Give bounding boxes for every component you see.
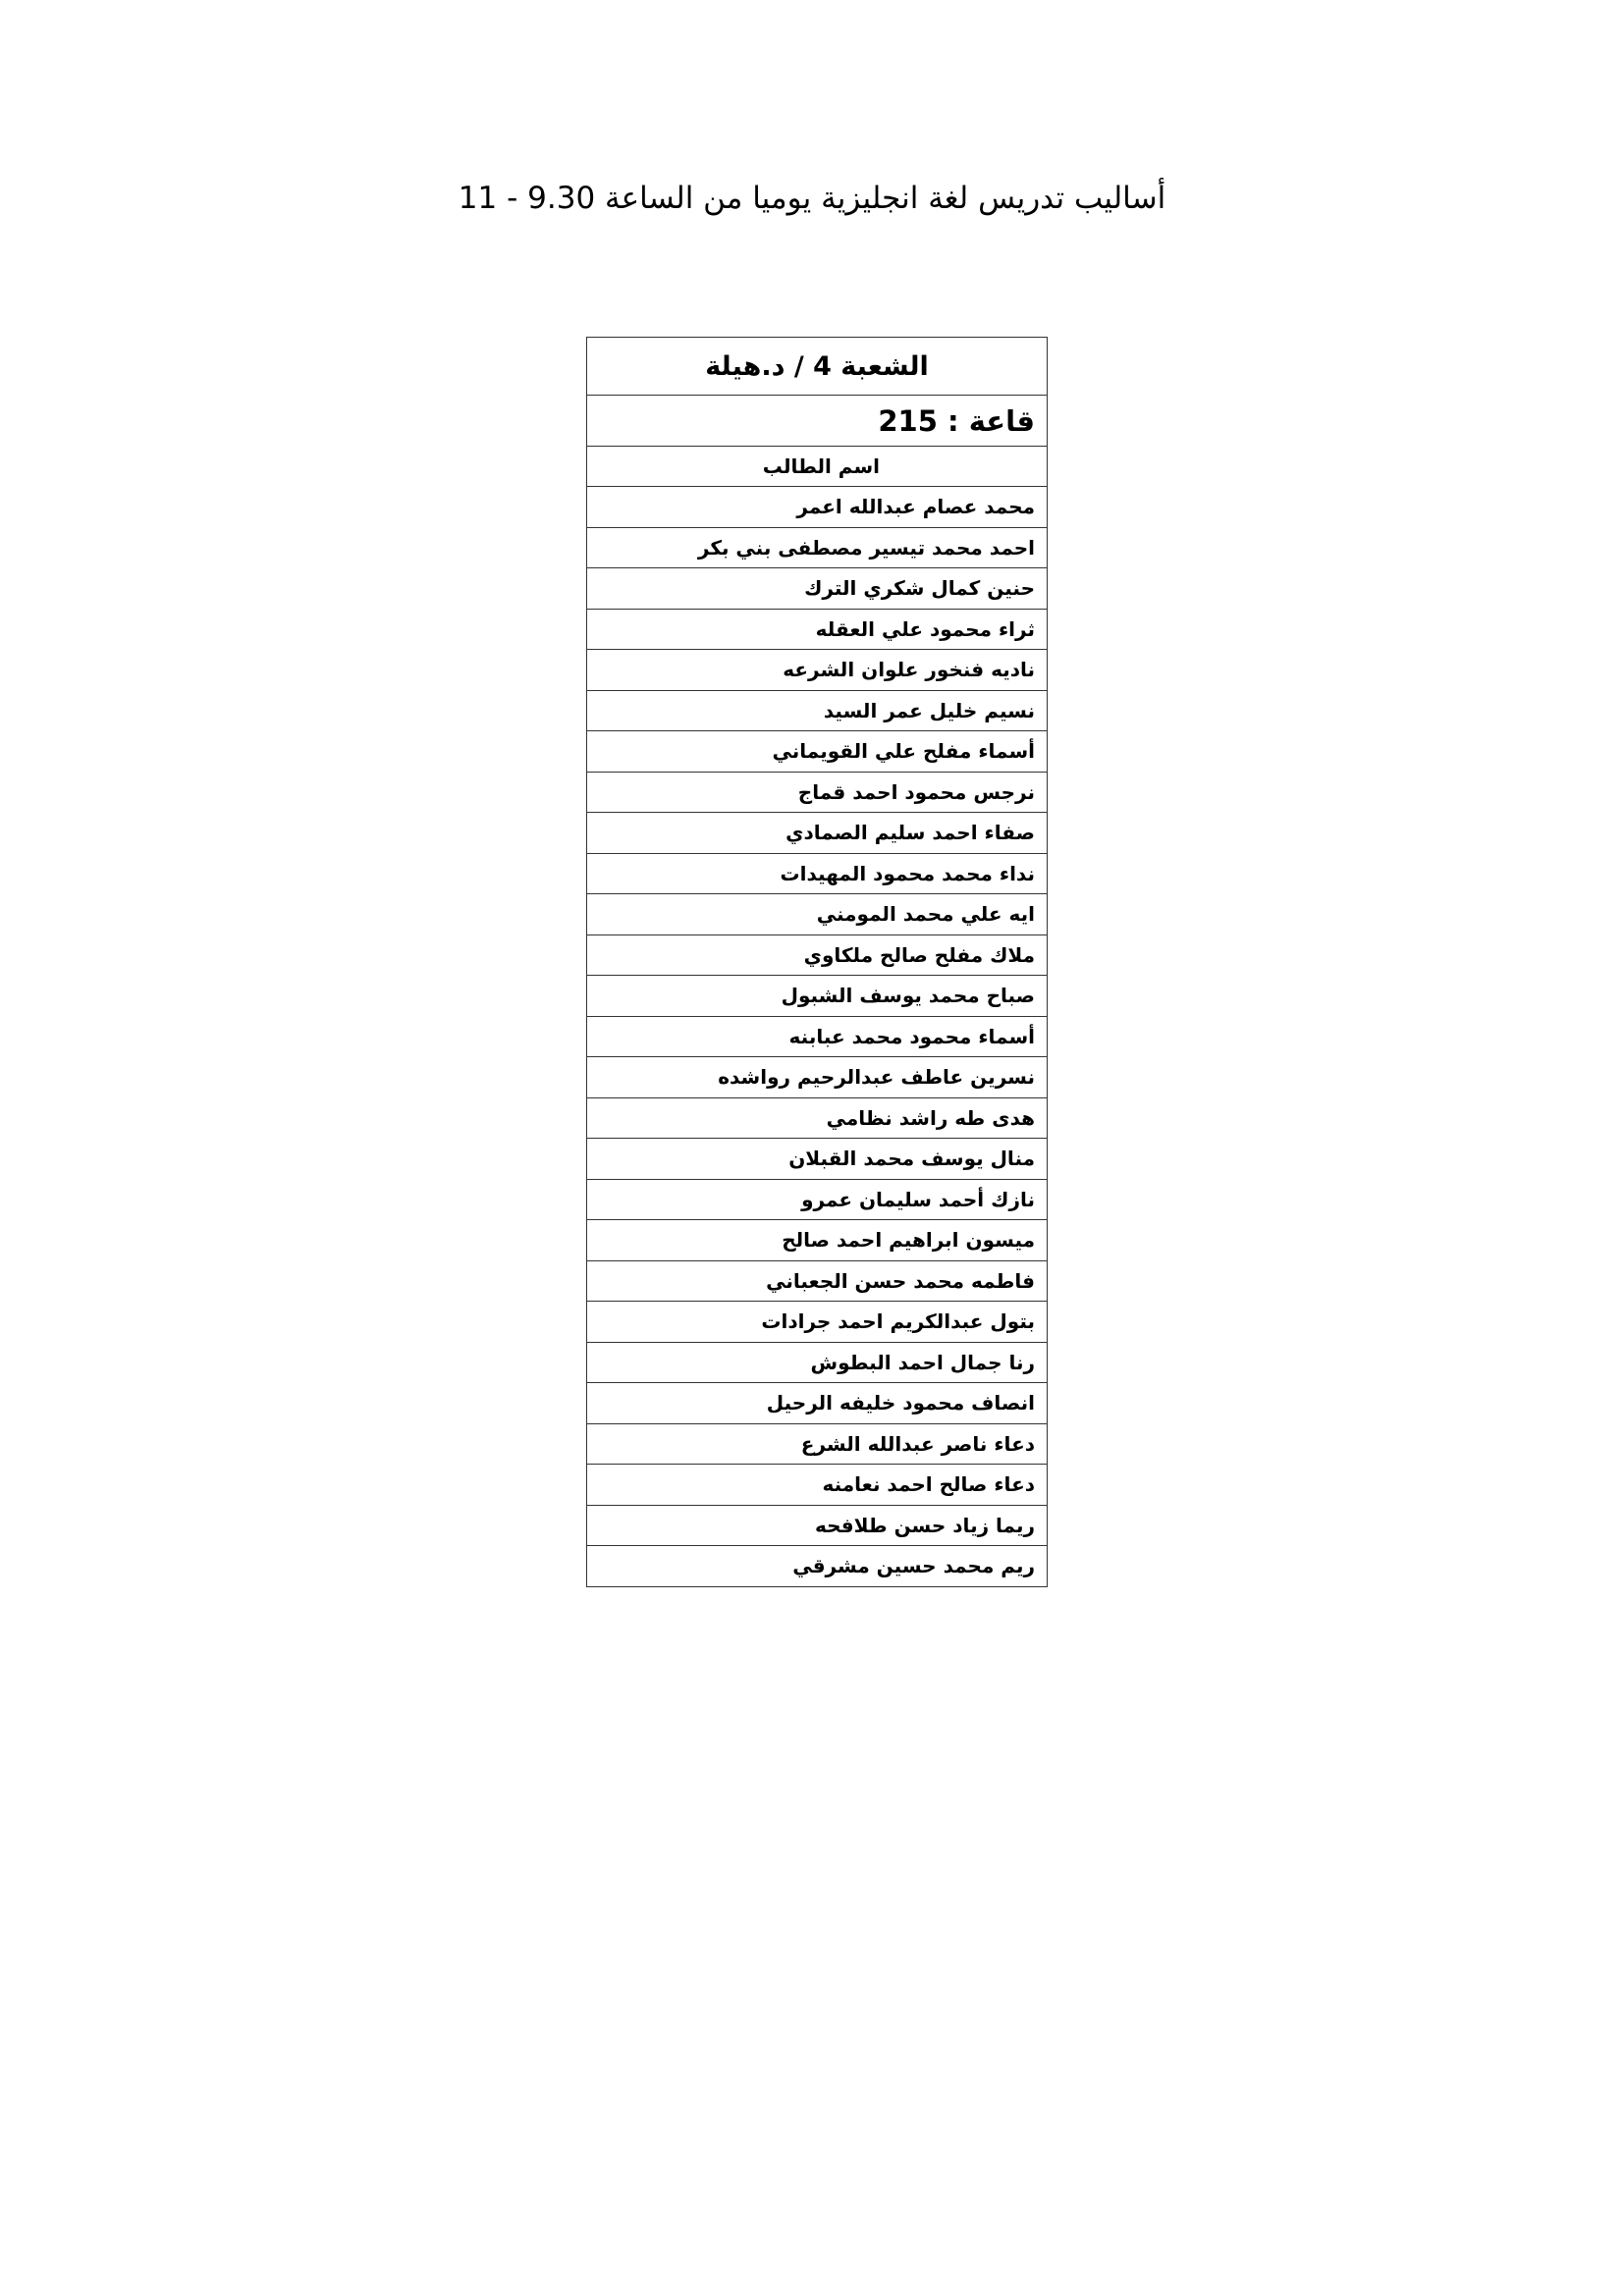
table-row bbox=[587, 731, 1048, 773]
student-name: ريم محمد حسين مشرقي bbox=[587, 1546, 1048, 1587]
student-name: أسماء محمود محمد عبابنه bbox=[587, 1016, 1048, 1057]
section-row bbox=[587, 338, 1048, 396]
page-title: أساليب تدريس لغة انجليزية يوميا من الساعة 9.30 - 11 bbox=[458, 181, 1166, 216]
student-name: ايه علي محمد المومني bbox=[587, 894, 1048, 935]
student-name: ثراء محمود علي العقله bbox=[587, 609, 1048, 650]
table-row bbox=[587, 1057, 1048, 1098]
room-label: قاعة : 215 bbox=[587, 396, 1048, 447]
table-row bbox=[587, 1546, 1048, 1587]
student-name: فاطمه محمد حسن الجعباني bbox=[587, 1260, 1048, 1302]
student-name: محمد عصام عبدالله اعمر bbox=[587, 487, 1048, 528]
student-name: ملاك مفلح صالح ملكاوي bbox=[587, 934, 1048, 976]
student-name: منال يوسف محمد القبلان bbox=[587, 1139, 1048, 1180]
student-name: ناديه فنخور علوان الشرعه bbox=[587, 650, 1048, 691]
table-row bbox=[587, 813, 1048, 854]
table-row bbox=[587, 568, 1048, 610]
table-row bbox=[587, 934, 1048, 976]
table-row bbox=[587, 1179, 1048, 1220]
table-row bbox=[587, 1342, 1048, 1383]
student-name: نداء محمد محمود المهيدات bbox=[587, 853, 1048, 894]
table-row bbox=[587, 1383, 1048, 1424]
section-label: الشعبة 4 / د.هيلة bbox=[587, 338, 1048, 396]
student-name: هدى طه راشد نظامي bbox=[587, 1097, 1048, 1139]
student-name: بتول عبدالكريم احمد جرادات bbox=[587, 1302, 1048, 1343]
table-row bbox=[587, 1097, 1048, 1139]
table-row bbox=[587, 1465, 1048, 1506]
student-name: دعاء ناصر عبدالله الشرع bbox=[587, 1423, 1048, 1465]
table-row bbox=[587, 609, 1048, 650]
room-row bbox=[587, 396, 1048, 447]
table-row bbox=[587, 1220, 1048, 1261]
student-name: حنين كمال شكري الترك bbox=[587, 568, 1048, 610]
student-name: صباح محمد يوسف الشبول bbox=[587, 976, 1048, 1017]
table-row bbox=[587, 853, 1048, 894]
student-name-header: اسم الطالب bbox=[587, 447, 1048, 487]
table-row bbox=[587, 527, 1048, 568]
student-name: نازك أحمد سليمان عمرو bbox=[587, 1179, 1048, 1220]
student-name: احمد محمد تيسير مصطفى بني بكر bbox=[587, 527, 1048, 568]
table-row bbox=[587, 1423, 1048, 1465]
student-name: أسماء مفلح علي القويماني bbox=[587, 731, 1048, 773]
student-name: صفاء احمد سليم الصمادي bbox=[587, 813, 1048, 854]
column-header-row bbox=[587, 447, 1048, 487]
student-name: ميسون ابراهيم احمد صالح bbox=[587, 1220, 1048, 1261]
student-name: نسيم خليل عمر السيد bbox=[587, 690, 1048, 731]
table-row bbox=[587, 1505, 1048, 1546]
table-row bbox=[587, 1139, 1048, 1180]
table-row bbox=[587, 894, 1048, 935]
table-row bbox=[587, 690, 1048, 731]
student-name: انصاف محمود خليفه الرحيل bbox=[587, 1383, 1048, 1424]
table-row bbox=[587, 1260, 1048, 1302]
table-row bbox=[587, 1016, 1048, 1057]
student-name: رنا جمال احمد البطوش bbox=[587, 1342, 1048, 1383]
student-name: نسرين عاطف عبدالرحيم رواشده bbox=[587, 1057, 1048, 1098]
student-name: دعاء صالح احمد نعامنه bbox=[587, 1465, 1048, 1506]
student-roster-table bbox=[586, 337, 1048, 1587]
table-row bbox=[587, 772, 1048, 813]
table-row bbox=[587, 487, 1048, 528]
table-row bbox=[587, 1302, 1048, 1343]
table-row bbox=[587, 976, 1048, 1017]
student-name: ريما زياد حسن طلافحه bbox=[587, 1505, 1048, 1546]
student-name: نرجس محمود احمد قماج bbox=[587, 772, 1048, 813]
table-row bbox=[587, 650, 1048, 691]
